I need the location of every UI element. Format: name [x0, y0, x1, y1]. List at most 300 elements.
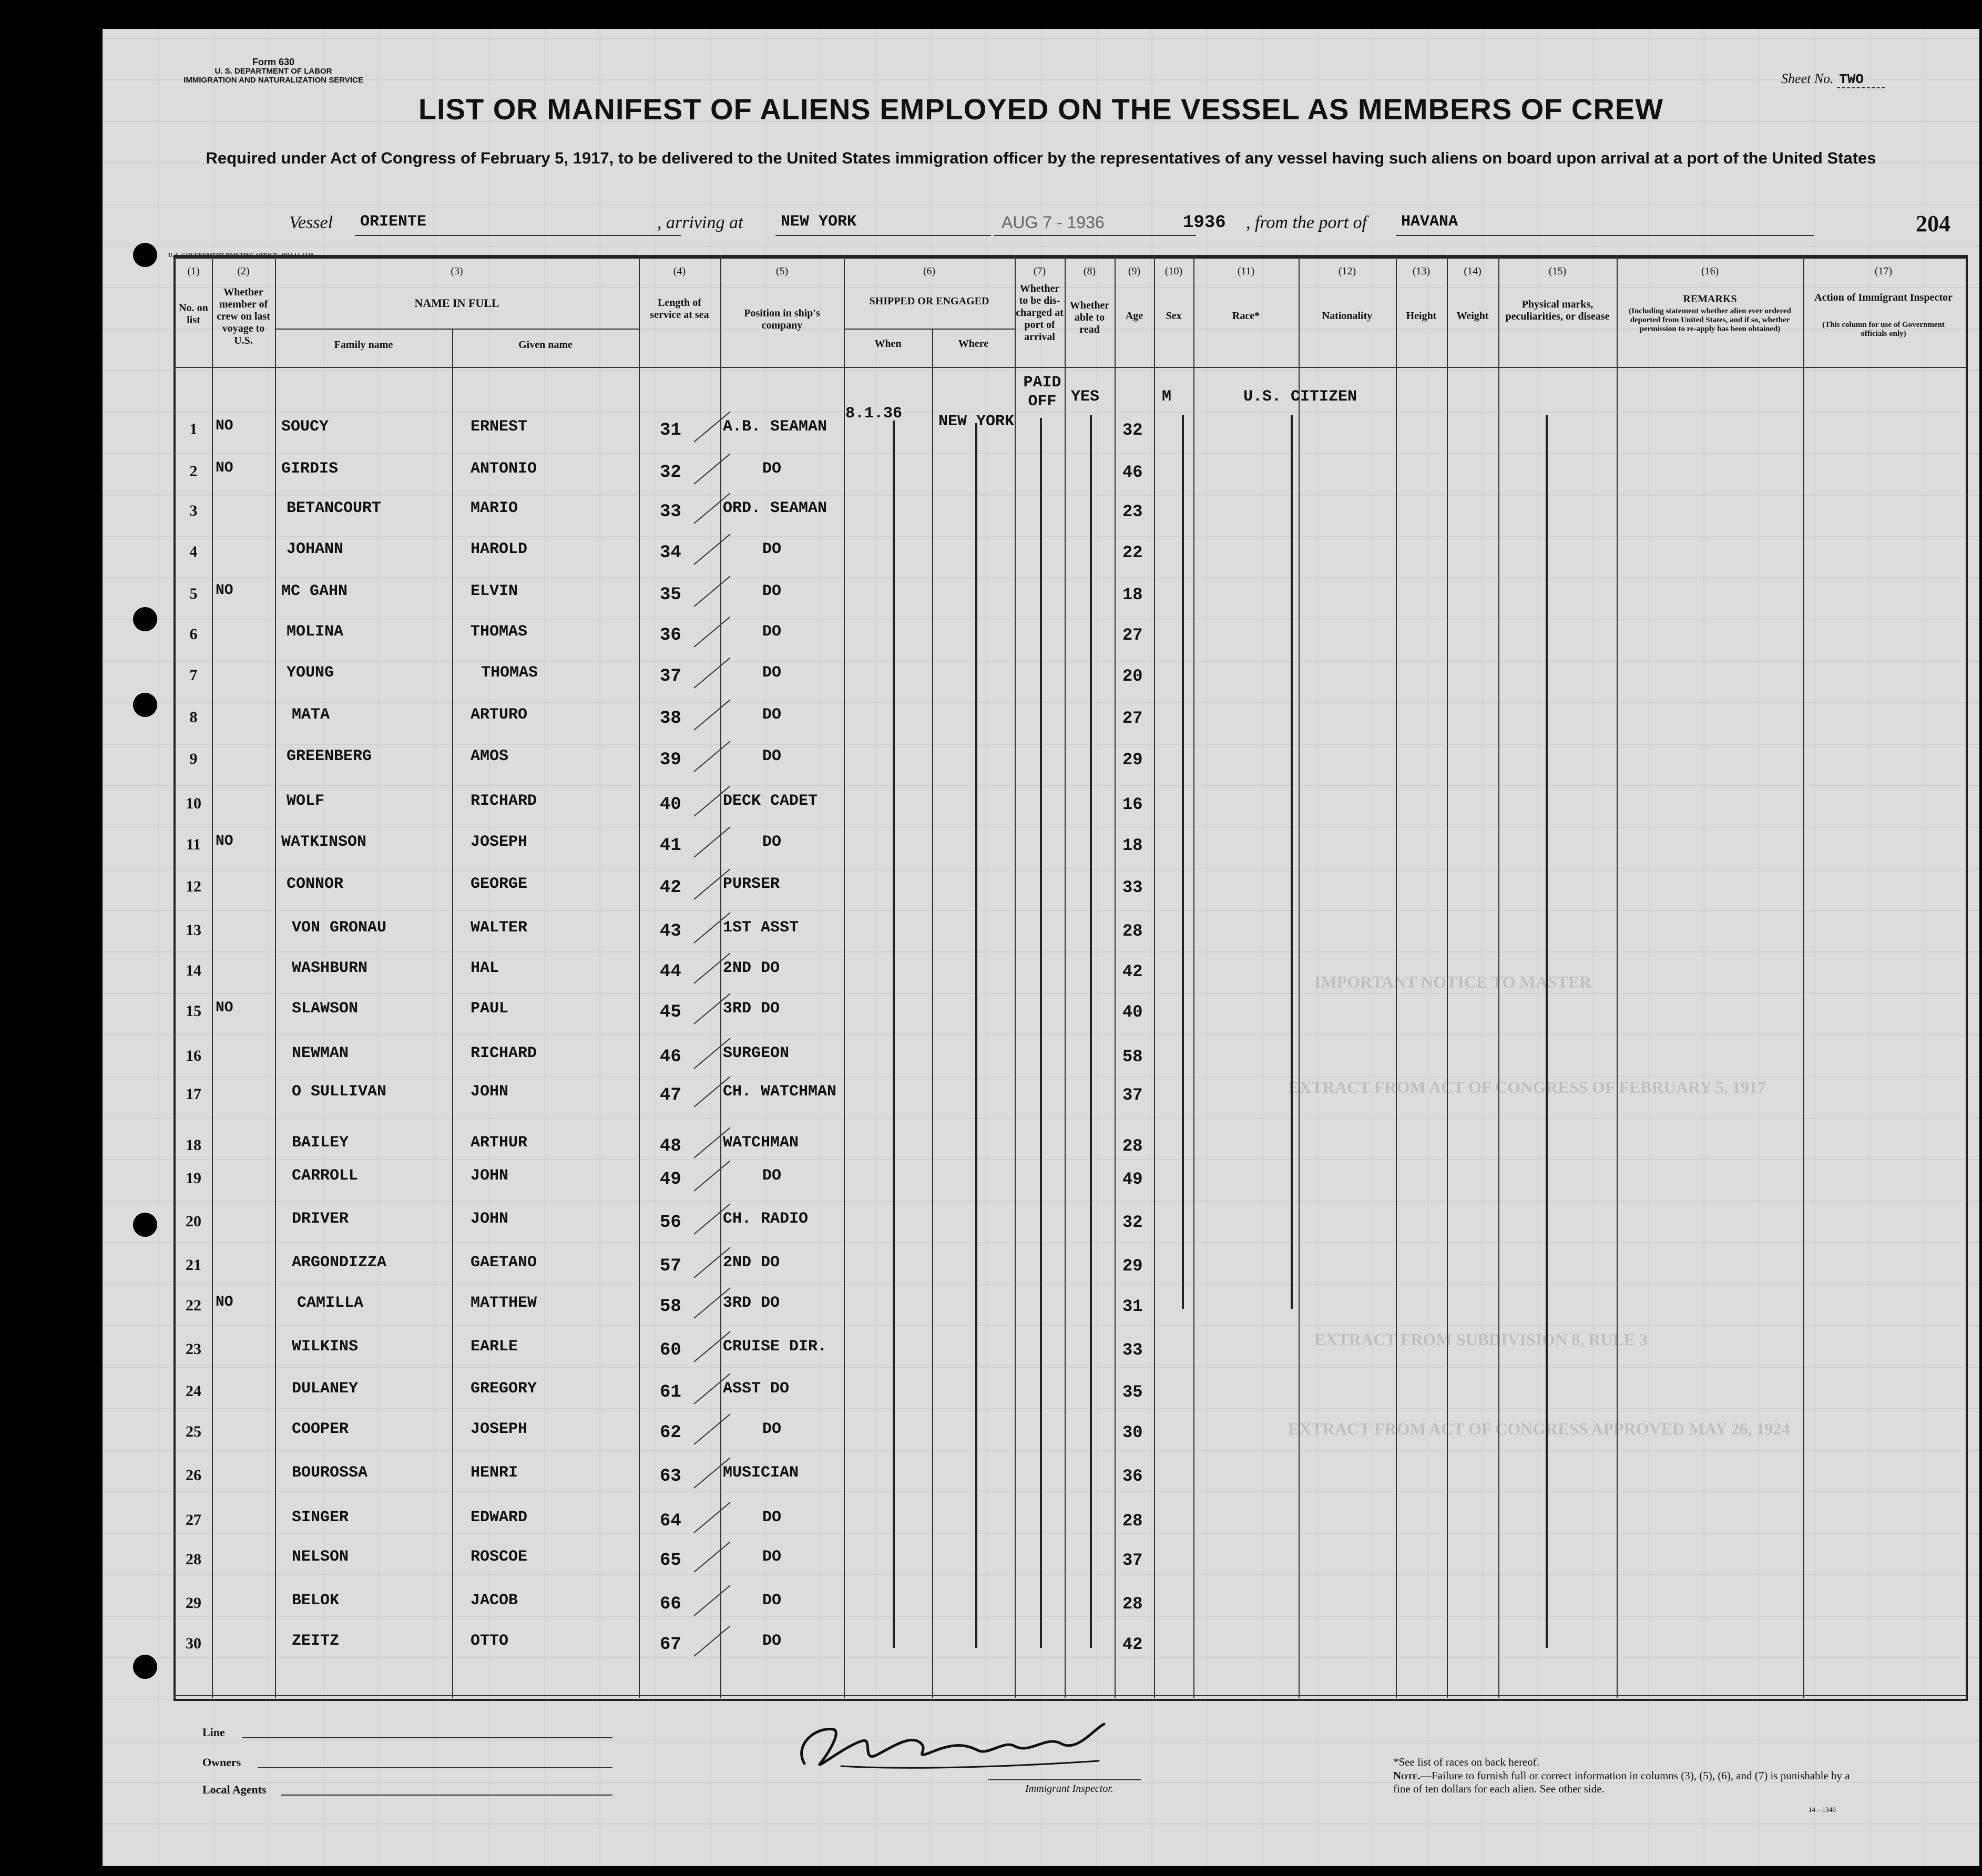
age-value: 29 — [1122, 750, 1143, 770]
family-name-value: MOLINA — [287, 623, 344, 641]
position-value: DO — [762, 664, 782, 682]
family-name-value: WILKINS — [292, 1338, 359, 1356]
header-sex: Sex — [1166, 310, 1182, 322]
arriving-label: , arriving at — [657, 213, 743, 232]
row-number: 9 — [189, 750, 198, 767]
bleed-through-text: EXTRACT FROM SUBDIVISION 8, RULE 3 — [1314, 1330, 1648, 1349]
form-code: 14—1340 — [1809, 1806, 1836, 1813]
column-divider — [1115, 255, 1116, 1698]
given-name-value: THOMAS — [481, 664, 538, 682]
shipped-when: 8.1.36 — [845, 405, 903, 423]
age-value: 40 — [1122, 1002, 1143, 1022]
row-number: 21 — [186, 1256, 201, 1274]
column-divider — [639, 255, 640, 1698]
given-name-value: AMOS — [471, 747, 509, 765]
note-text: —Failure to furnish full or correct information in columns (3), (5), (6), and (7) is punishable by a fine of ten dollars for each alien. See other side. — [1393, 1769, 1850, 1795]
port-label: , from the port of — [1246, 213, 1367, 232]
service-value: 44 — [660, 962, 681, 982]
ditto-stroke — [893, 421, 895, 1648]
position-value: DECK CADET — [723, 792, 818, 810]
column-divider — [275, 255, 276, 1698]
family-name-value: VON GRONAU — [292, 919, 387, 937]
column-divider — [720, 255, 721, 1698]
age-value: 32 — [1122, 421, 1143, 440]
column-divider — [1299, 255, 1300, 1698]
age-value: 49 — [1122, 1170, 1143, 1189]
given-name-value: GAETANO — [471, 1254, 537, 1272]
prev-voyage-value: NO — [216, 582, 233, 599]
family-name-value: BELOK — [292, 1592, 340, 1610]
given-name-value: HAROLD — [471, 540, 528, 558]
header-action: Action of Immigrant Inspector — [1814, 292, 1953, 303]
row-number: 30 — [186, 1635, 201, 1652]
prev-voyage-value: NO — [216, 833, 233, 849]
column-number: (2) — [237, 265, 250, 277]
vessel-line — [289, 213, 1814, 239]
service-value: 48 — [660, 1136, 681, 1156]
header-divider — [844, 329, 1015, 330]
race-nationality-value: U.S. CITIZEN — [1243, 388, 1357, 406]
binder-hole — [133, 607, 157, 631]
given-name-value: GREGORY — [471, 1380, 537, 1398]
family-name-value: ARGONDIZZA — [292, 1254, 387, 1272]
header-race: Race* — [1232, 310, 1260, 322]
table-bottom-rule — [173, 1695, 1966, 1696]
column-divider — [1498, 255, 1499, 1698]
owners-rule — [258, 1767, 612, 1768]
departure-port: HAVANA — [1401, 213, 1458, 231]
inspector-signature — [783, 1714, 1162, 1777]
age-value: 18 — [1122, 585, 1143, 604]
header-physical-marks: Physical marks, peculiarities, or disease — [1505, 299, 1610, 322]
position-value: 1ST ASST — [723, 919, 799, 937]
inspector-rule — [988, 1779, 1141, 1780]
position-value: 2ND DO — [723, 959, 780, 977]
position-value: 2ND DO — [723, 1254, 780, 1272]
page-title: LIST OR MANIFEST OF ALIENS EMPLOYED ON THE VESSEL AS MEMBERS OF CREW — [418, 93, 1664, 126]
position-value: 3RD DO — [723, 1000, 780, 1018]
position-value: DO — [762, 706, 782, 724]
line-rule — [242, 1737, 612, 1738]
line-label: Line — [202, 1726, 225, 1739]
given-name-value: JOHN — [471, 1210, 509, 1228]
header-age: Age — [1125, 310, 1143, 322]
age-value: 35 — [1122, 1382, 1143, 1402]
service-value: 65 — [660, 1551, 681, 1571]
given-name-value: EARLE — [471, 1338, 518, 1356]
position-value: 3RD DO — [723, 1294, 780, 1312]
position-value: DO — [762, 1509, 782, 1526]
age-value: 31 — [1122, 1297, 1143, 1316]
service-name: IMMIGRATION AND NATURALIZATION SERVICE — [183, 76, 363, 85]
family-name-value: MATA — [292, 706, 330, 724]
service-value: 35 — [660, 585, 681, 605]
column-divider — [1015, 255, 1016, 1698]
position-value: SURGEON — [723, 1044, 790, 1062]
family-name-value: WOLF — [287, 792, 325, 810]
header-action-note: (This column for use of Government officials only) — [1822, 321, 1945, 338]
row-number: 1 — [189, 421, 198, 438]
column-number: (16) — [1701, 265, 1719, 277]
age-value: 46 — [1122, 463, 1143, 482]
service-value: 46 — [660, 1047, 681, 1067]
position-value: DO — [762, 747, 782, 765]
header-where: Where — [958, 338, 989, 350]
sheet-value: TWO — [1837, 71, 1885, 88]
position-value: DO — [762, 1167, 782, 1185]
row-number: 22 — [186, 1297, 201, 1314]
prev-voyage-value: NO — [216, 1294, 233, 1310]
service-value: 63 — [660, 1467, 681, 1487]
page-number: 204 — [1916, 211, 1950, 237]
row-number: 25 — [186, 1423, 201, 1440]
given-name-value: ANTONIO — [471, 460, 537, 478]
column-divider — [1065, 255, 1066, 1698]
binder-hole — [133, 243, 157, 267]
row-number: 24 — [186, 1382, 201, 1400]
row-number: 3 — [189, 502, 198, 519]
family-name-value: BOUROSSA — [292, 1464, 368, 1482]
column-divider — [932, 329, 933, 1698]
row-number: 19 — [186, 1170, 201, 1187]
age-value: 22 — [1122, 543, 1143, 562]
age-value: 27 — [1122, 626, 1143, 645]
family-name-value: COOPER — [292, 1420, 349, 1438]
age-value: 28 — [1122, 1511, 1143, 1531]
column-number: (13) — [1412, 265, 1431, 277]
row-number: 13 — [186, 921, 201, 939]
row-number: 23 — [186, 1340, 201, 1358]
position-value: WATCHMAN — [723, 1134, 799, 1152]
service-value: 32 — [660, 463, 681, 483]
binder-hole — [133, 1213, 157, 1237]
position-value: DO — [762, 1632, 782, 1650]
header-no-on-list: No. on list — [179, 302, 208, 326]
service-value: 61 — [660, 1382, 681, 1402]
given-name-value: HENRI — [471, 1464, 518, 1482]
position-value: CH. WATCHMAN — [723, 1083, 837, 1101]
manifest-table — [173, 255, 1968, 1701]
row-number: 17 — [186, 1085, 201, 1103]
given-name-value: JOHN — [471, 1083, 509, 1101]
header-height: Height — [1406, 310, 1437, 322]
form-number: Form 630 — [252, 57, 295, 67]
column-number: (17) — [1874, 265, 1893, 277]
given-name-value: ARTHUR — [471, 1134, 528, 1152]
year: 1936 — [1183, 213, 1226, 233]
ditto-stroke — [975, 423, 977, 1648]
column-number: (9) — [1128, 265, 1141, 277]
header-divider — [275, 329, 639, 330]
position-value: DO — [762, 833, 782, 851]
inspector-label: Immigrant Inspector. — [1025, 1783, 1113, 1795]
header-family-name: Family name — [334, 339, 393, 351]
service-value: 31 — [660, 421, 681, 440]
given-name-value: HAL — [471, 959, 499, 977]
family-name-value: BETANCOURT — [287, 499, 382, 517]
ditto-stroke — [1182, 415, 1184, 1309]
prev-voyage-value: NO — [216, 418, 233, 434]
column-divider — [1617, 255, 1618, 1698]
age-value: 23 — [1122, 502, 1143, 521]
header-position: Position in ship's company — [744, 307, 820, 331]
header-able-to-read: Whether able to read — [1069, 300, 1110, 335]
page-subtitle: Required under Act of Congress of February 5, 1917, to be delivered to the United States immigration officer by the representatives of any vessel having such aliens on board upon arrival at a port of the United States — [206, 149, 1876, 167]
position-value: DO — [762, 460, 782, 478]
given-name-value: THOMAS — [471, 623, 528, 641]
age-value: 28 — [1122, 921, 1143, 941]
given-name-value: EDWARD — [471, 1509, 528, 1526]
position-value: DO — [762, 540, 782, 558]
owners-label: Owners — [202, 1756, 241, 1769]
binder-hole — [133, 1655, 157, 1679]
sex-value: M — [1162, 388, 1172, 406]
date-stamp: AUG 7 - 1936 — [1002, 213, 1105, 232]
family-name-value: GIRDIS — [281, 460, 339, 478]
service-value: 60 — [660, 1340, 681, 1360]
given-name-value: ELVIN — [471, 582, 518, 600]
service-value: 64 — [660, 1511, 681, 1531]
able-to-read-value: YES — [1071, 388, 1100, 406]
position-value: DO — [762, 623, 782, 641]
given-name-value: RICHARD — [471, 792, 537, 810]
position-value: A.B. SEAMAN — [723, 418, 827, 436]
age-value: 30 — [1122, 1423, 1143, 1442]
family-name-value: WATKINSON — [281, 833, 367, 851]
age-value: 33 — [1122, 878, 1143, 897]
column-number: (3) — [451, 265, 463, 277]
family-name-value: ZEITZ — [292, 1632, 340, 1650]
age-value: 29 — [1122, 1256, 1143, 1276]
given-name-value: ERNEST — [471, 418, 528, 436]
row-number: 2 — [189, 463, 198, 480]
discharged-value: PAID OFF — [1023, 374, 1061, 411]
header-length-of-service: Length of service at sea — [650, 297, 709, 321]
service-value: 62 — [660, 1423, 681, 1443]
row-number: 20 — [186, 1213, 201, 1230]
age-value: 28 — [1122, 1136, 1143, 1156]
service-value: 67 — [660, 1635, 681, 1655]
column-number: (14) — [1464, 265, 1482, 277]
position-value: DO — [762, 1420, 782, 1438]
column-divider — [1803, 255, 1804, 1698]
age-value: 36 — [1122, 1467, 1143, 1486]
row-number: 29 — [186, 1594, 201, 1612]
sheet-number — [1781, 71, 1885, 87]
service-value: 47 — [660, 1085, 681, 1105]
age-value: 20 — [1122, 667, 1143, 686]
position-value: CRUISE DIR. — [723, 1338, 827, 1356]
given-name-value: JOSEPH — [471, 1420, 528, 1438]
family-name-value: WASHBURN — [292, 959, 368, 977]
column-divider — [1396, 255, 1397, 1698]
service-value: 49 — [660, 1170, 681, 1190]
row-number: 26 — [186, 1467, 201, 1484]
service-value: 37 — [660, 667, 681, 686]
bleed-through-text: EXTRACT FROM ACT OF CONGRESS OF FEBRUARY 5, 1917 — [1288, 1078, 1766, 1096]
age-value: 58 — [1122, 1047, 1143, 1067]
header-remarks: REMARKS — [1683, 293, 1737, 305]
column-divider — [1447, 255, 1448, 1698]
row-number: 7 — [189, 667, 198, 684]
row-number: 14 — [186, 962, 201, 979]
row-number: 6 — [189, 626, 198, 643]
family-name-value: SINGER — [292, 1509, 349, 1526]
family-name-value: BAILEY — [292, 1134, 349, 1152]
header-name-in-full: NAME IN FULL — [414, 296, 499, 310]
service-value: 39 — [660, 750, 681, 770]
family-name-value: DRIVER — [292, 1210, 349, 1228]
service-value: 33 — [660, 502, 681, 522]
family-name-value: NELSON — [292, 1548, 349, 1566]
bleed-through-text: IMPORTANT NOTICE TO MASTER — [1314, 972, 1592, 991]
service-value: 41 — [660, 836, 681, 856]
column-number: (7) — [1033, 265, 1046, 277]
given-name-value: RICHARD — [471, 1044, 537, 1062]
age-value: 16 — [1122, 795, 1143, 814]
age-value: 42 — [1122, 1635, 1143, 1654]
age-value: 27 — [1122, 709, 1143, 728]
family-name-value: CAMILLA — [297, 1294, 364, 1312]
given-name-value: JOHN — [471, 1167, 509, 1185]
given-name-value: ROSCOE — [471, 1548, 528, 1566]
note-label: Note. — [1393, 1769, 1421, 1782]
family-name-value: JOHANN — [287, 540, 344, 558]
agents-rule — [281, 1795, 612, 1796]
header-remarks-note: (Including statement whether alien ever ordered deported from United States, and if so, whether permission to re-apply has been obtained) — [1629, 307, 1791, 333]
position-value: DO — [762, 582, 782, 600]
service-value: 45 — [660, 1002, 681, 1022]
row-number: 12 — [186, 878, 201, 895]
position-value: ORD. SEAMAN — [723, 499, 827, 517]
row-number: 4 — [189, 543, 198, 560]
position-value: PURSER — [723, 875, 780, 893]
ditto-stroke — [1291, 415, 1293, 1309]
column-divider — [1154, 255, 1155, 1698]
service-value: 58 — [660, 1297, 681, 1317]
position-value: ASST DO — [723, 1380, 790, 1398]
given-name-value: JACOB — [471, 1592, 518, 1610]
column-number: (15) — [1548, 265, 1567, 277]
age-value: 37 — [1122, 1085, 1143, 1105]
prev-voyage-value: NO — [216, 460, 233, 476]
header-when: When — [874, 338, 902, 350]
position-value: DO — [762, 1548, 782, 1566]
race-note: *See list of races on back hereof. — [1393, 1756, 1540, 1768]
ditto-stroke — [1546, 415, 1548, 1648]
vessel-name: ORIENTE — [360, 213, 427, 231]
header-given-name: Given name — [518, 339, 573, 351]
position-value: CH. RADIO — [723, 1210, 809, 1228]
family-name-value: GREENBERG — [287, 747, 372, 765]
family-name-value: O SULLIVAN — [292, 1083, 387, 1101]
family-name-value: CONNOR — [287, 875, 344, 893]
service-value: 38 — [660, 709, 681, 729]
row-number: 28 — [186, 1551, 201, 1568]
age-value: 32 — [1122, 1213, 1143, 1232]
arriving-port: NEW YORK — [781, 213, 857, 231]
column-number: (1) — [187, 265, 200, 277]
row-number: 5 — [189, 585, 198, 602]
family-name-value: SOUCY — [281, 418, 329, 436]
form-identifier — [173, 58, 373, 85]
given-name-value: WALTER — [471, 919, 528, 937]
binder-hole — [133, 693, 157, 717]
given-name-value: MATTHEW — [471, 1294, 537, 1312]
family-name-value: YOUNG — [287, 664, 334, 682]
header-weight: Weight — [1456, 310, 1489, 322]
header-discharged: Whether to be dis-charged at port of arrival — [1016, 283, 1064, 343]
column-divider — [1193, 255, 1194, 1698]
row-number: 27 — [186, 1511, 201, 1529]
column-divider — [452, 329, 453, 1698]
row-number: 16 — [186, 1047, 201, 1064]
service-value: 34 — [660, 543, 681, 563]
position-value: DO — [762, 1592, 782, 1610]
service-value: 36 — [660, 626, 681, 645]
service-value: 56 — [660, 1213, 681, 1233]
given-name-value: GEORGE — [471, 875, 528, 893]
bleed-through-text: EXTRACT FROM ACT OF CONGRESS APPROVED MAY 26, 1924 — [1288, 1419, 1790, 1438]
position-value: MUSICIAN — [723, 1464, 799, 1482]
printing-office-line: U. S. GOVERNMENT PRINTING OFFICE: 1934 14-1340 — [168, 252, 314, 259]
given-name-value: ARTURO — [471, 706, 528, 724]
ditto-stroke — [1040, 418, 1042, 1648]
age-value: 33 — [1122, 1340, 1143, 1360]
column-number: (12) — [1338, 265, 1356, 277]
column-divider — [212, 255, 213, 1698]
service-value: 40 — [660, 795, 681, 815]
column-number: (10) — [1164, 265, 1183, 277]
sheet-label: Sheet No. — [1781, 71, 1834, 86]
age-value: 28 — [1122, 1594, 1143, 1614]
column-number: (5) — [775, 265, 789, 277]
given-name-value: MARIO — [471, 499, 518, 517]
column-number: (8) — [1083, 265, 1096, 277]
given-name-value: JOSEPH — [471, 833, 528, 851]
service-value: 42 — [660, 878, 681, 898]
family-name-value: NEWMAN — [292, 1044, 349, 1062]
header-bottom-rule — [173, 367, 1966, 368]
header-nationality: Nationality — [1322, 310, 1373, 322]
row-number: 8 — [189, 709, 198, 726]
vessel-label: Vessel — [289, 213, 333, 232]
department-name: U. S. DEPARTMENT OF LABOR — [214, 67, 332, 76]
given-name-value: OTTO — [471, 1632, 509, 1650]
prev-voyage-value: NO — [216, 1000, 233, 1016]
column-number: (6) — [923, 265, 936, 277]
given-name-value: PAUL — [471, 1000, 509, 1018]
service-value: 57 — [660, 1256, 681, 1276]
local-agents-label: Local Agents — [202, 1783, 267, 1796]
family-name-value: DULANEY — [292, 1380, 359, 1398]
row-number: 10 — [186, 795, 201, 812]
family-name-value: SLAWSON — [292, 1000, 359, 1018]
penalty-note — [1393, 1769, 1866, 1796]
family-name-value: CARROLL — [292, 1167, 359, 1185]
column-number: (11) — [1237, 265, 1255, 277]
column-number: (4) — [673, 265, 686, 277]
family-name-value: MC GAHN — [281, 582, 348, 600]
row-number: 11 — [186, 836, 201, 853]
ditto-stroke — [1090, 415, 1092, 1648]
service-value: 43 — [660, 921, 681, 941]
row-number: 18 — [186, 1136, 201, 1154]
age-value: 37 — [1122, 1551, 1143, 1570]
row-number: 15 — [186, 1002, 201, 1020]
service-value: 66 — [660, 1594, 681, 1614]
age-value: 42 — [1122, 962, 1143, 981]
